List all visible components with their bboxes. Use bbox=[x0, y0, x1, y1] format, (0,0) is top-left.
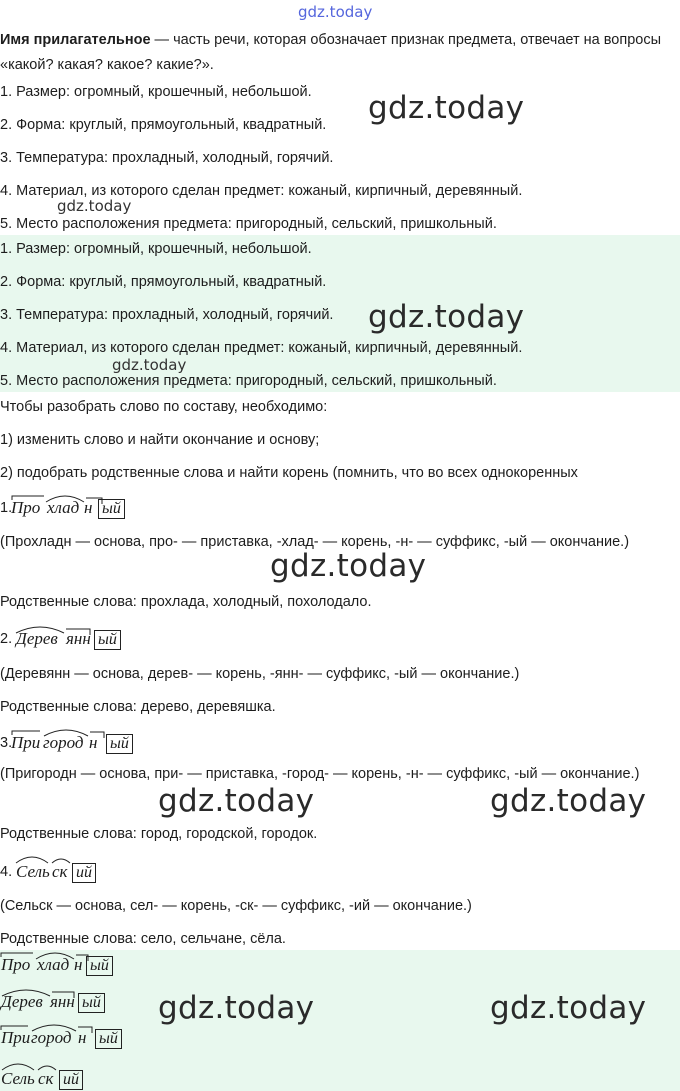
ending-box: ый bbox=[98, 499, 125, 519]
group-size: 1. Размер: огромный, крошечный, небольшой. bbox=[0, 84, 312, 100]
watermark-top: gdz.today bbox=[298, 3, 373, 21]
watermark-small: gdz.today bbox=[57, 197, 132, 215]
watermark-large: gdz.today bbox=[368, 299, 525, 335]
watermark-small: gdz.today bbox=[112, 356, 187, 374]
suffix: ск bbox=[52, 862, 68, 881]
group-temperature: 3. Температура: прохладный, холодный, горячий. bbox=[0, 150, 334, 166]
item-number: 2. bbox=[0, 631, 13, 647]
root: Сель bbox=[1, 1069, 35, 1088]
ending-box: ий bbox=[59, 1070, 83, 1090]
prefix: При bbox=[1, 1028, 31, 1047]
suffix: ск bbox=[38, 1069, 54, 1088]
morpheme-analysis bbox=[0, 951, 130, 981]
root: Дерев bbox=[16, 629, 58, 648]
suffix: янн bbox=[50, 992, 75, 1011]
related-words: Родственные слова: город, городской, городок. bbox=[0, 826, 318, 842]
ending-box: ый bbox=[95, 1029, 122, 1049]
ending-box: ый bbox=[86, 956, 113, 976]
group-material: 4. Материал, из которого сделан предмет: кожаный, кирпичный, деревянный. bbox=[0, 183, 523, 199]
group-shape: 2. Форма: круглый, прямоугольный, квадратный. bbox=[0, 117, 327, 133]
suffix: н bbox=[84, 498, 93, 517]
word-explanation: (Сельск — основа, сел- — корень, -ск- — суффикс, -ий — окончание.) bbox=[0, 898, 472, 914]
morpheme-analysis bbox=[0, 726, 150, 756]
ending-box: ий bbox=[72, 863, 96, 883]
related-words: Родственные слова: село, сельчане, сёла. bbox=[0, 931, 286, 947]
root: хлад bbox=[37, 955, 70, 974]
group-location: 5. Место расположения предмета: пригородный, сельский, пришкольный. bbox=[0, 216, 497, 232]
morpheme-analysis bbox=[0, 988, 130, 1018]
highlight-group-location: 5. Место расположения предмета: пригородный, сельский, пришкольный. bbox=[0, 373, 497, 389]
related-words: Родственные слова: прохлада, холодный, похолодало. bbox=[0, 594, 372, 610]
watermark-large: gdz.today bbox=[158, 783, 315, 819]
ending-box: ый bbox=[106, 734, 133, 754]
word-explanation: (Прохладн — основа, про- — приставка, -хлад- — корень, -н- — суффикс, -ый — окончание.) bbox=[0, 534, 630, 550]
morpheme-analysis bbox=[0, 1060, 110, 1090]
morpheme-analysis bbox=[0, 853, 140, 883]
watermark-large: gdz.today bbox=[158, 990, 315, 1026]
suffix: янн bbox=[66, 629, 91, 648]
ending-box: ый bbox=[94, 630, 121, 650]
prefix: При bbox=[11, 733, 41, 752]
highlight-group-size: 1. Размер: огромный, крошечный, небольшой. bbox=[0, 241, 312, 257]
item-number: 4. bbox=[0, 864, 13, 880]
item-number: 3. bbox=[0, 735, 13, 751]
highlight-group-material: 4. Материал, из которого сделан предмет: кожаный, кирпичный, деревянный. bbox=[0, 340, 523, 356]
watermark-large: gdz.today bbox=[270, 548, 427, 584]
instructions-step1: 1) изменить слово и найти окончание и основу; bbox=[0, 432, 320, 448]
root: город bbox=[31, 1028, 72, 1047]
morpheme-analysis bbox=[0, 1023, 140, 1053]
item-number: 1. bbox=[0, 500, 13, 516]
morpheme-analysis bbox=[0, 625, 140, 655]
root: хлад bbox=[47, 498, 80, 517]
related-words: Родственные слова: дерево, деревяшка. bbox=[0, 699, 276, 715]
intro-term: Имя прилагательное bbox=[0, 32, 151, 48]
word-explanation: (Пригородн — основа, при- — приставка, -город- — корень, -н- — суффикс, -ый — окончание.) bbox=[0, 766, 640, 782]
root: Сель bbox=[16, 862, 50, 881]
ending-box: ый bbox=[78, 993, 105, 1013]
word-explanation: (Деревянн — основа, дерев- — корень, -янн- — суффикс, -ый — окончание.) bbox=[0, 666, 520, 682]
intro-paragraph bbox=[0, 28, 672, 78]
instructions-title: Чтобы разобрать слово по составу, необходимо: bbox=[0, 399, 328, 415]
watermark-large: gdz.today bbox=[368, 90, 525, 126]
suffix: н bbox=[78, 1028, 87, 1047]
prefix: Про bbox=[1, 955, 31, 974]
prefix: Про bbox=[11, 498, 41, 517]
morpheme-analysis bbox=[0, 494, 140, 524]
suffix: н bbox=[74, 955, 83, 974]
watermark-large: gdz.today bbox=[490, 783, 647, 819]
watermark-large: gdz.today bbox=[490, 990, 647, 1026]
highlight-group-temperature: 3. Температура: прохладный, холодный, горячий. bbox=[0, 307, 334, 323]
root: город bbox=[43, 733, 84, 752]
highlight-group-shape: 2. Форма: круглый, прямоугольный, квадратный. bbox=[0, 274, 327, 290]
intro-definition: — часть речи, которая обозначает признак предмета, отвечает на вопросы «какой? какая? какое? какие?». bbox=[0, 32, 661, 73]
instructions-step2: 2) подобрать родственные слова и найти корень (помнить, что во всех однокоренных bbox=[0, 465, 578, 481]
suffix: н bbox=[89, 733, 98, 752]
root: Дерев bbox=[1, 992, 43, 1011]
